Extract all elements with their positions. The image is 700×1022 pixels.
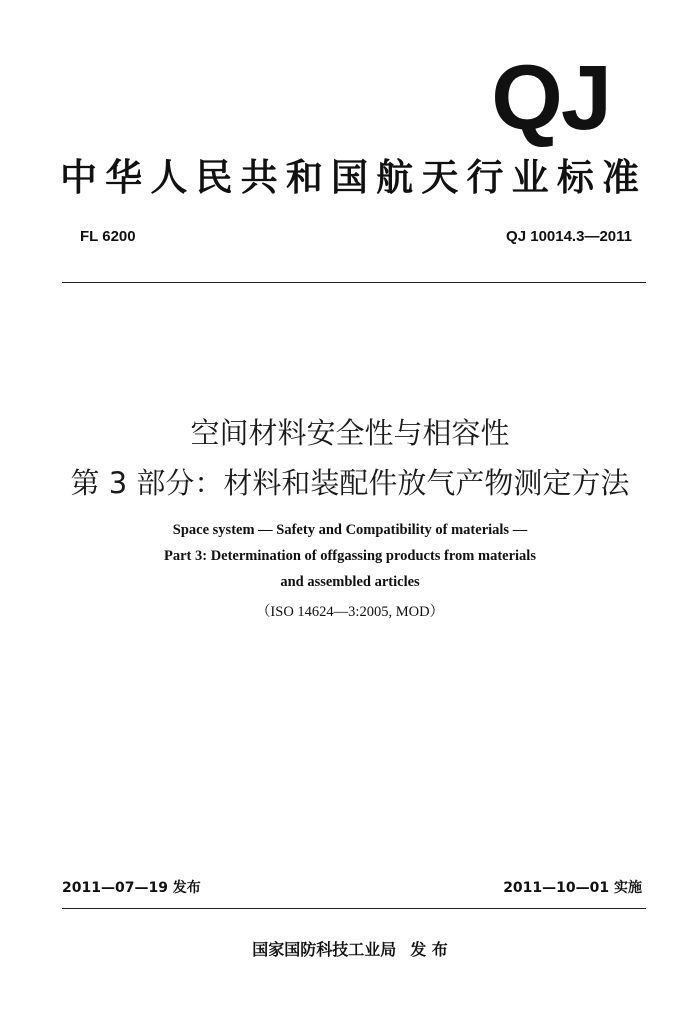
issue-date: 2011—07—19 发布 — [62, 880, 201, 896]
publisher-line — [40, 937, 660, 960]
document-title-en-line2: Part 3: Determination of offgassing products from materials — [164, 548, 536, 564]
iso-reference: （ISO 14624—3:2005, MOD） — [255, 604, 445, 620]
bottom-divider — [62, 908, 646, 909]
document-title-en-line3: and assembled articles — [280, 574, 420, 590]
document-title-en-line1: Space system — Safety and Compatibility of materials — — [172, 522, 528, 538]
standard-number: QJ 10014.3—2011 — [506, 228, 632, 245]
publisher-name: 国家国防科技工业局 — [252, 940, 397, 959]
implementation-date: 2011—10—01 实施 — [503, 880, 642, 896]
document-title-cn-line1: 空间材料安全性与相容性 — [190, 416, 510, 450]
top-divider — [62, 282, 646, 283]
document-title-cn-line2: 第 3 部分：材料和装配件放气产物测定方法 — [70, 466, 630, 500]
qj-logo: QJ — [491, 47, 610, 149]
standard-type-title: 中华人民共和国航天行业标准 — [60, 156, 640, 199]
classification-code: FL 6200 — [80, 228, 136, 245]
publish-label: 发 布 — [410, 940, 448, 959]
